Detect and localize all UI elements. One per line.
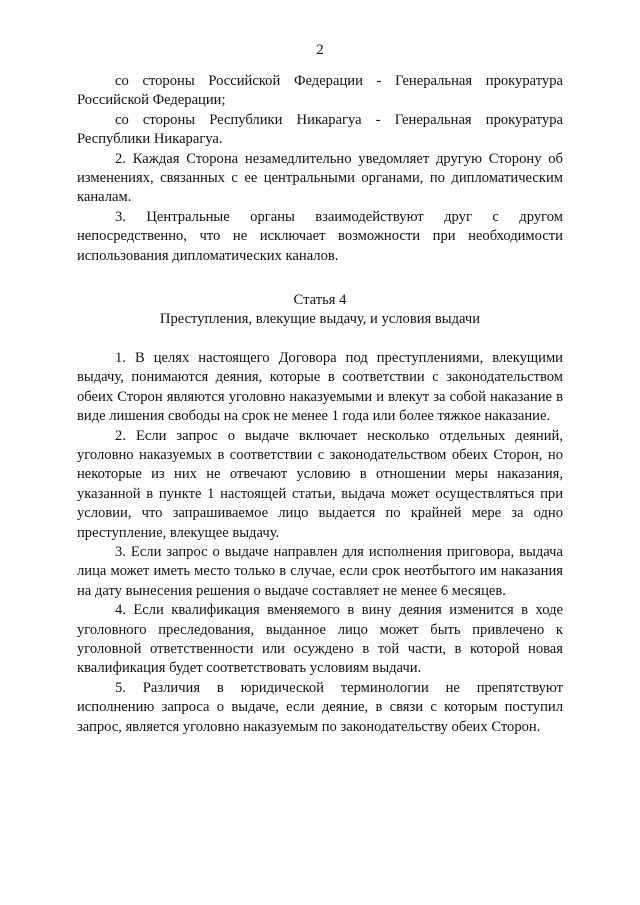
paragraph-article-item-4: 4. Если квалификация вменяемого в вину деяния изменится в ходе уголовного преследования, выданное лицо может быть привлечено к уголовной ответственности или осуждено в той части, в которой новая квалификация будет соответствовать условиям выдачи. <box>77 602 563 677</box>
paragraph-notification: 2. Каждая Сторона незамедлительно уведомляет другую Сторону об изменениях, связанных с ее центральными органами, по дипломатическим каналам. <box>77 150 563 206</box>
article-subtitle: Преступления, влекущие выдачу, и условия выдачи <box>159 311 481 328</box>
article-title: Статья 4 <box>293 292 347 309</box>
paragraph-article-item-2: 2. Если запрос о выдаче включает несколько отдельных деяний, уголовно наказуемых в соответствии с законодательством обеих Сторон, но некоторые из них не отвечают условию в отношении меры наказания, указанной в пункте 1 настоящей статьи, выдача может осуществляться при условии, что запрашиваемое лицо выдается по крайней мере за одно преступление, влекущее выдачу. <box>77 427 563 541</box>
paragraph-article-item-1: 1. В целях настоящего Договора под преступлениями, влекущими выдачу, понимаются деяния, которые в соответствии с законодательством обеих Сторон являются уголовно наказуемыми и влекут за собой наказание в виде лишения свободы на срок не менее 1 года или более тяжкое наказание. <box>77 349 563 425</box>
paragraph-direct-interaction: 3. Центральные органы взаимодействуют друг с другом непосредственно, что не исключает возможности при необходимости использования дипломатических каналов. <box>77 208 563 264</box>
paragraph-russia-authority: со стороны Российской Федерации - Генеральная прокуратура Российской Федерации; <box>77 73 563 109</box>
paragraph-nicaragua-authority: со стороны Республики Никарагуа - Генеральная прокуратура Республики Никарагуа. <box>77 111 563 148</box>
paragraph-article-item-5: 5. Различия в юридической терминологии не препятствуют исполнению запроса о выдаче, если деяние, в связи с которым поступил запрос, является уголовно наказуемым по законодательству обеих Сторон. <box>77 679 563 735</box>
paragraph-article-item-3: 3. Если запрос о выдаче направлен для исполнения приговора, выдача лица может иметь место только в случае, если срок неотбытого им наказания на дату вынесения решения о выдаче составляет не менее 6 месяцев. <box>77 543 563 599</box>
page-number: 2 <box>316 42 324 58</box>
document-body <box>77 72 563 737</box>
